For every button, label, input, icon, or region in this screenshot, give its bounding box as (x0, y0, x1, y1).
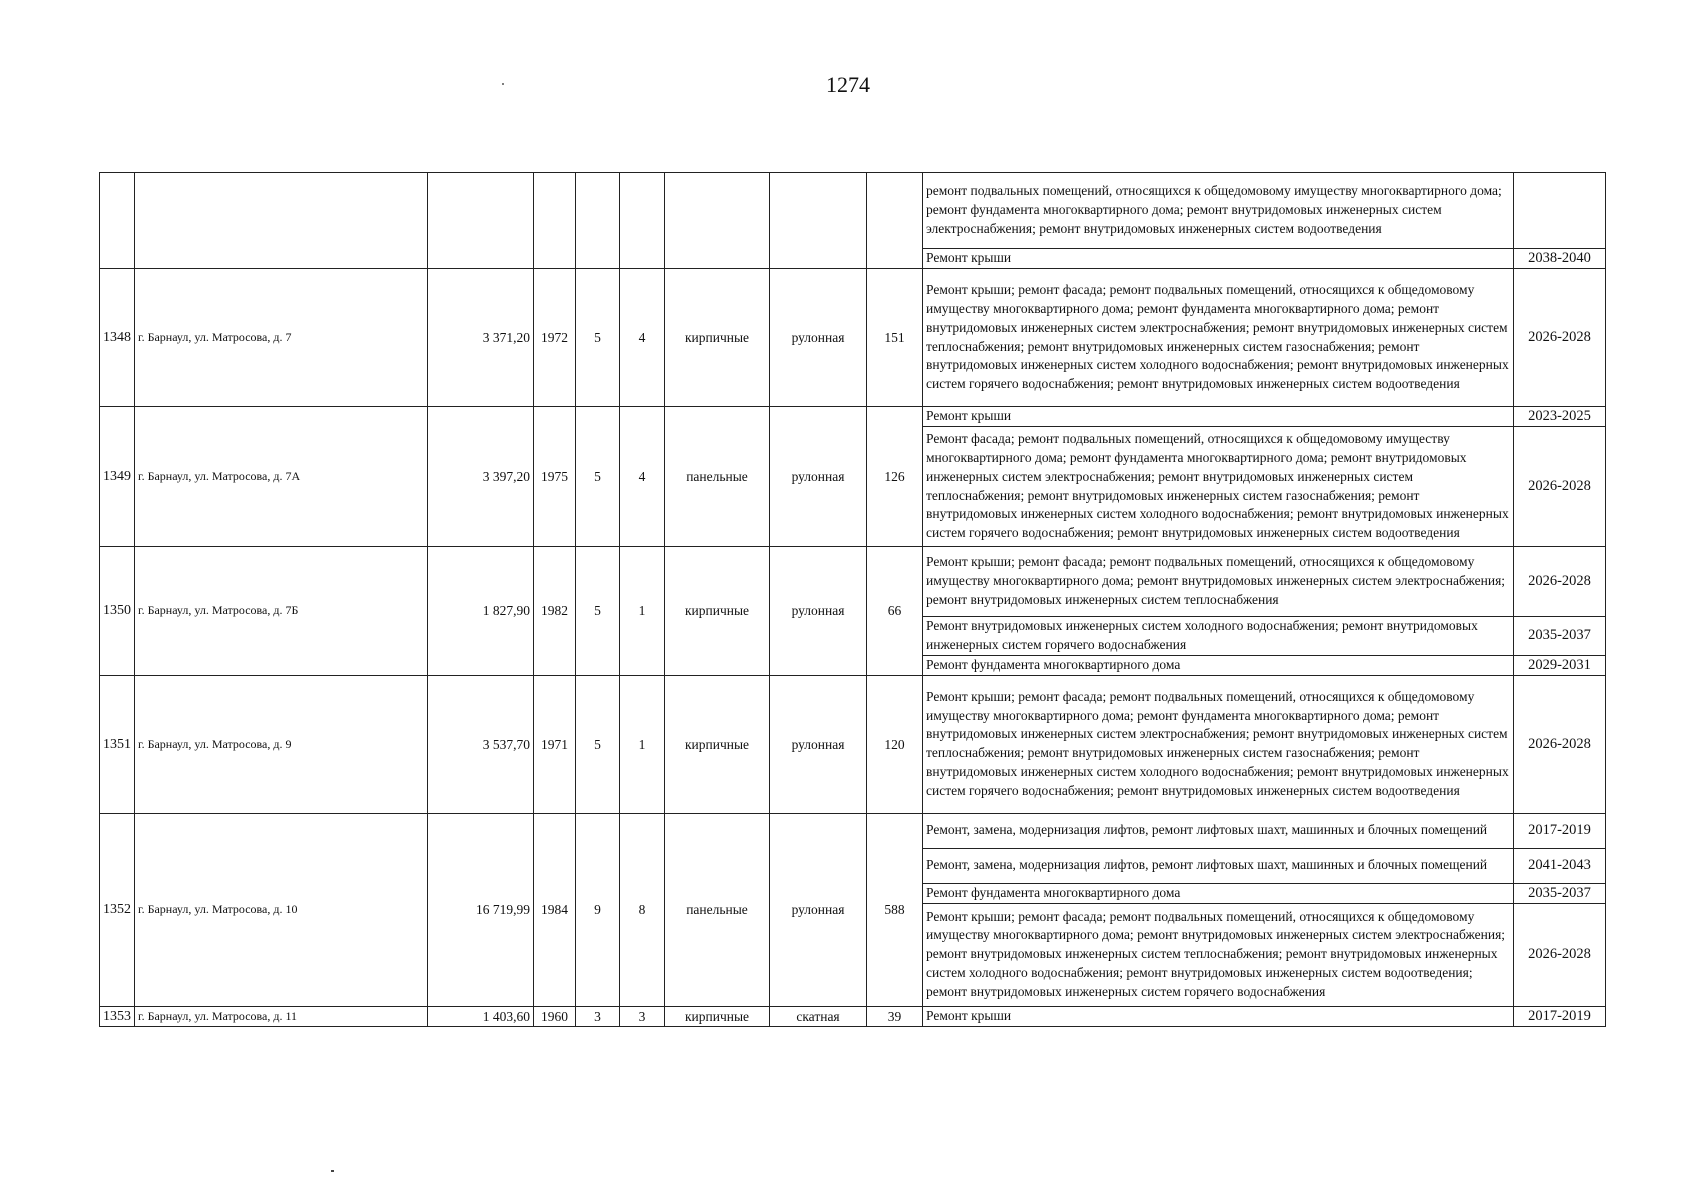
residents-cell (867, 173, 923, 269)
address-cell: г. Барнаул, ул. Матросова, д. 10 (135, 813, 428, 1006)
area-cell: 3 537,70 (428, 675, 534, 813)
wall-material-cell: кирпичные (665, 675, 770, 813)
area-cell (428, 173, 534, 269)
repair-works-cell: ремонт подвальных помещений, относящихся к общедомовому имуществу многоквартирного дома; ремонт фундамента многоквартирного дома; ремонт внутридомовых инженерных систем электроснабжения; ремонт внутридомовых инженерных систем водоотведения (923, 173, 1514, 249)
wall-material-cell: кирпичные (665, 1006, 770, 1026)
table-row (100, 547, 1606, 617)
residents-cell: 151 (867, 269, 923, 407)
record-index: 1348 (100, 269, 135, 407)
repair-period-cell: 2026-2028 (1514, 903, 1606, 1006)
year-cell: 1982 (534, 547, 576, 676)
wall-material-cell: панельные (665, 407, 770, 547)
roof-type-cell: рулонная (770, 269, 867, 407)
repair-period-cell: 2023-2025 (1514, 407, 1606, 427)
table-row (100, 813, 1606, 848)
roof-type-cell (770, 173, 867, 269)
entrances-cell: 8 (620, 813, 665, 1006)
address-cell: г. Барнаул, ул. Матросова, д. 7А (135, 407, 428, 547)
repair-period-cell: 2029-2031 (1514, 655, 1606, 675)
wall-material-cell: кирпичные (665, 269, 770, 407)
repair-period-cell: 2035-2037 (1514, 883, 1606, 903)
floors-cell: 5 (576, 547, 620, 676)
entrances-cell: 1 (620, 547, 665, 676)
address-cell: г. Барнаул, ул. Матросова, д. 7 (135, 269, 428, 407)
entrances-cell: 3 (620, 1006, 665, 1026)
wall-material-cell: панельные (665, 813, 770, 1006)
table-row (100, 173, 1606, 249)
repair-works-cell: Ремонт фундамента многоквартирного дома (923, 883, 1514, 903)
year-cell: 1984 (534, 813, 576, 1006)
entrances-cell (620, 173, 665, 269)
page-number: 1274 (826, 72, 870, 97)
residents-cell: 120 (867, 675, 923, 813)
residents-cell: 126 (867, 407, 923, 547)
table-row (100, 1006, 1606, 1026)
year-cell: 1972 (534, 269, 576, 407)
repair-works-cell: Ремонт крыши (923, 1006, 1514, 1026)
repair-works-cell: Ремонт, замена, модернизация лифтов, ремонт лифтовых шахт, машинных и блочных помещений (923, 813, 1514, 848)
floors-cell: 5 (576, 269, 620, 407)
wall-material-cell: кирпичные (665, 547, 770, 676)
floors-cell (576, 173, 620, 269)
repair-period-cell: 2026-2028 (1514, 547, 1606, 617)
year-cell: 1975 (534, 407, 576, 547)
repair-works-cell: Ремонт внутридомовых инженерных систем холодного водоснабжения; ремонт внутридомовых инженерных систем горячего водоснабжения (923, 617, 1514, 656)
entrances-cell: 1 (620, 675, 665, 813)
repair-period-cell: 2026-2028 (1514, 427, 1606, 547)
repair-works-cell: Ремонт крыши; ремонт фасада; ремонт подвальных помещений, относящихся к общедомовому имуществу многоквартирного дома; ремонт внутридомовых инженерных систем электроснабжения; ремонт внутридомовых инженерных систем теплоснабжения; ремонт внутридомовых инженерных систем холодного водоснабжения; ремонт внутридомовых инженерных систем водоотведения; ремонт внутридомовых инженерных систем горячего водоснабжения (923, 903, 1514, 1006)
table-row (100, 269, 1606, 407)
scan-speck (331, 1170, 334, 1172)
repair-works-cell: Ремонт крыши (923, 249, 1514, 269)
floors-cell: 3 (576, 1006, 620, 1026)
repair-period-cell: 2035-2037 (1514, 617, 1606, 656)
roof-type-cell: рулонная (770, 675, 867, 813)
capital-repair-table (99, 172, 1606, 1027)
wall-material-cell (665, 173, 770, 269)
roof-type-cell: скатная (770, 1006, 867, 1026)
entrances-cell: 4 (620, 407, 665, 547)
address-cell (135, 173, 428, 269)
repair-works-cell: Ремонт крыши; ремонт фасада; ремонт подвальных помещений, относящихся к общедомовому имуществу многоквартирного дома; ремонт внутридомовых инженерных систем электроснабжения; ремонт внутридомовых инженерных систем теплоснабжения (923, 547, 1514, 617)
repair-works-cell: Ремонт крыши; ремонт фасада; ремонт подвальных помещений, относящихся к общедомовому имуществу многоквартирного дома; ремонт фундамента многоквартирного дома; ремонт внутридомовых инженерных систем электроснабжения; ремонт внутридомовых инженерных систем теплоснабжения; ремонт внутридомовых инженерных систем газоснабжения; ремонт внутридомовых инженерных систем холодного водоснабжения; ремонт внутридомовых инженерных систем горячего водоснабжения; ремонт внутридомовых инженерных систем водоотведения (923, 269, 1514, 407)
year-cell: 1960 (534, 1006, 576, 1026)
residents-cell: 588 (867, 813, 923, 1006)
roof-type-cell: рулонная (770, 547, 867, 676)
table-row (100, 675, 1606, 813)
floors-cell: 9 (576, 813, 620, 1006)
record-index: 1349 (100, 407, 135, 547)
roof-type-cell: рулонная (770, 407, 867, 547)
year-cell: 1971 (534, 675, 576, 813)
residents-cell: 39 (867, 1006, 923, 1026)
repair-period-cell: 2026-2028 (1514, 675, 1606, 813)
repair-works-cell: Ремонт, замена, модернизация лифтов, ремонт лифтовых шахт, машинных и блочных помещений (923, 848, 1514, 883)
area-cell: 3 371,20 (428, 269, 534, 407)
table-body (100, 173, 1606, 1027)
address-cell: г. Барнаул, ул. Матросова, д. 7Б (135, 547, 428, 676)
area-cell: 16 719,99 (428, 813, 534, 1006)
repair-period-cell: 2017-2019 (1514, 813, 1606, 848)
address-cell: г. Барнаул, ул. Матросова, д. 9 (135, 675, 428, 813)
area-cell: 1 827,90 (428, 547, 534, 676)
record-index: 1350 (100, 547, 135, 676)
year-cell (534, 173, 576, 269)
address-cell: г. Барнаул, ул. Матросова, д. 11 (135, 1006, 428, 1026)
repair-period-cell (1514, 173, 1606, 249)
record-index: 1353 (100, 1006, 135, 1026)
repair-works-cell: Ремонт крыши; ремонт фасада; ремонт подвальных помещений, относящихся к общедомовому имуществу многоквартирного дома; ремонт фундамента многоквартирного дома; ремонт внутридомовых инженерных систем электроснабжения; ремонт внутридомовых инженерных систем теплоснабжения; ремонт внутридомовых инженерных систем газоснабжения; ремонт внутридомовых инженерных систем холодного водоснабжения; ремонт внутридомовых инженерных систем горячего водоснабжения; ремонт внутридомовых инженерных систем водоотведения (923, 675, 1514, 813)
roof-type-cell: рулонная (770, 813, 867, 1006)
repair-period-cell: 2041-2043 (1514, 848, 1606, 883)
repair-period-cell: 2038-2040 (1514, 249, 1606, 269)
scan-speck (502, 83, 504, 85)
repair-works-cell: Ремонт фундамента многоквартирного дома (923, 655, 1514, 675)
record-index (100, 173, 135, 269)
area-cell: 1 403,60 (428, 1006, 534, 1026)
record-index: 1352 (100, 813, 135, 1006)
table-row (100, 407, 1606, 427)
repair-works-cell: Ремонт крыши (923, 407, 1514, 427)
record-index: 1351 (100, 675, 135, 813)
repair-works-cell: Ремонт фасада; ремонт подвальных помещений, относящихся к общедомовому имуществу многоквартирного дома; ремонт фундамента многоквартирного дома; ремонт внутридомовых инженерных систем электроснабжения; ремонт внутридомовых инженерных систем теплоснабжения; ремонт внутридомовых инженерных систем газоснабжения; ремонт внутридомовых инженерных систем холодного водоснабжения; ремонт внутридомовых инженерных систем горячего водоснабжения; ремонт внутридомовых инженерных систем водоотведения (923, 427, 1514, 547)
floors-cell: 5 (576, 407, 620, 547)
repair-period-cell: 2026-2028 (1514, 269, 1606, 407)
entrances-cell: 4 (620, 269, 665, 407)
residents-cell: 66 (867, 547, 923, 676)
area-cell: 3 397,20 (428, 407, 534, 547)
floors-cell: 5 (576, 675, 620, 813)
repair-period-cell: 2017-2019 (1514, 1006, 1606, 1026)
